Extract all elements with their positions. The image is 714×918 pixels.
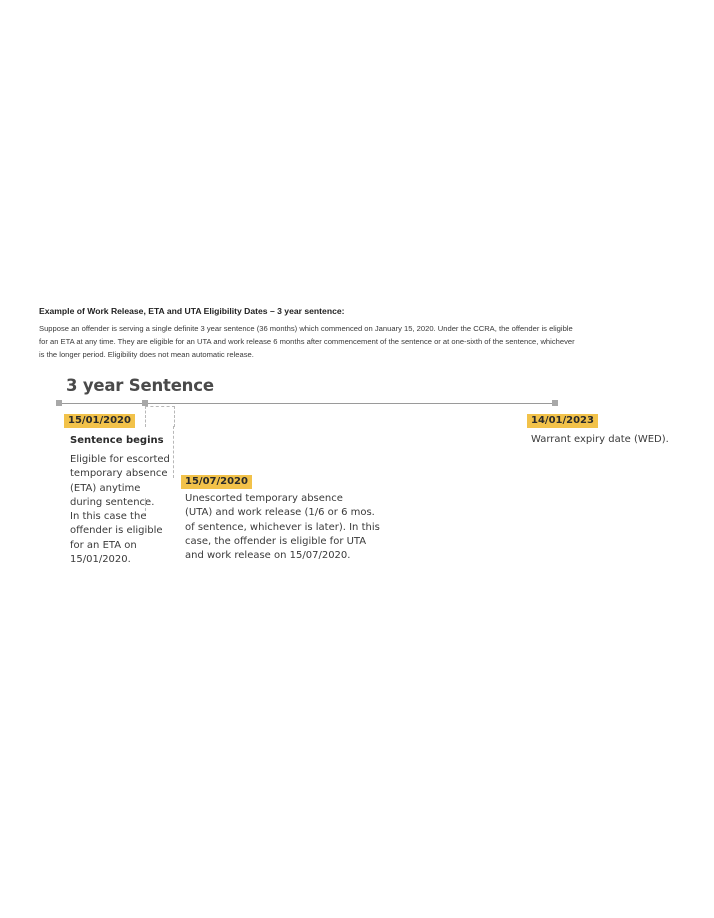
event-description-line: during sentence. (70, 496, 155, 508)
event-description (185, 492, 380, 563)
intro-line: Suppose an offender is serving a single definite 3 year sentence (36 months) which commenced on January 15, 2020. Under the CCRA, the offender is eligible (39, 324, 573, 333)
event-description-line: Unescorted temporary absence (185, 493, 343, 504)
event-date-badge: 14/01/2023 (527, 414, 598, 428)
event-description-line: for an ETA on (70, 539, 137, 551)
event-description-line: (UTA) and work release (1/6 or 6 mos. (185, 507, 375, 519)
event-description-line: temporary absence (70, 468, 168, 480)
event-description-line: Eligible for escorted (70, 454, 170, 465)
event-description-line: (ETA) anytime (70, 482, 141, 494)
intro-line: for an ETA at any time. They are eligible for an UTA and work release 6 months after commencement of the sentence or at one-sixth of the sentence, whichever (39, 337, 575, 346)
timeline-tick-end (552, 400, 558, 406)
intro-paragraph (39, 322, 689, 361)
event-date-badge: 15/07/2020 (181, 475, 252, 489)
document-heading: Example of Work Release, ETA and UTA Eligibility Dates – 3 year sentence: (39, 306, 345, 316)
timeline-connector (145, 406, 175, 427)
timeline-connector (173, 426, 174, 478)
timeline-line (56, 403, 558, 404)
event-description (531, 433, 669, 447)
event-label: Sentence begins (70, 435, 164, 446)
event-description-line: 15/01/2020. (70, 554, 131, 566)
event-description-line: and work release on 15/07/2020. (185, 550, 351, 562)
event-description (70, 453, 170, 567)
timeline-title: 3 year Sentence (66, 376, 214, 395)
intro-line: is the longer period. Eligibility does not mean automatic release. (39, 350, 254, 359)
event-description-line: case, the offender is eligible for UTA (185, 535, 367, 547)
event-description-line: In this case the (70, 511, 147, 523)
event-description-line: of sentence, whichever is later). In this (185, 521, 380, 533)
timeline-tick-start (56, 400, 62, 406)
event-description-line: offender is eligible (70, 525, 163, 537)
event-date-badge: 15/01/2020 (64, 414, 135, 428)
event-description-line: Warrant expiry date (WED). (531, 434, 669, 445)
